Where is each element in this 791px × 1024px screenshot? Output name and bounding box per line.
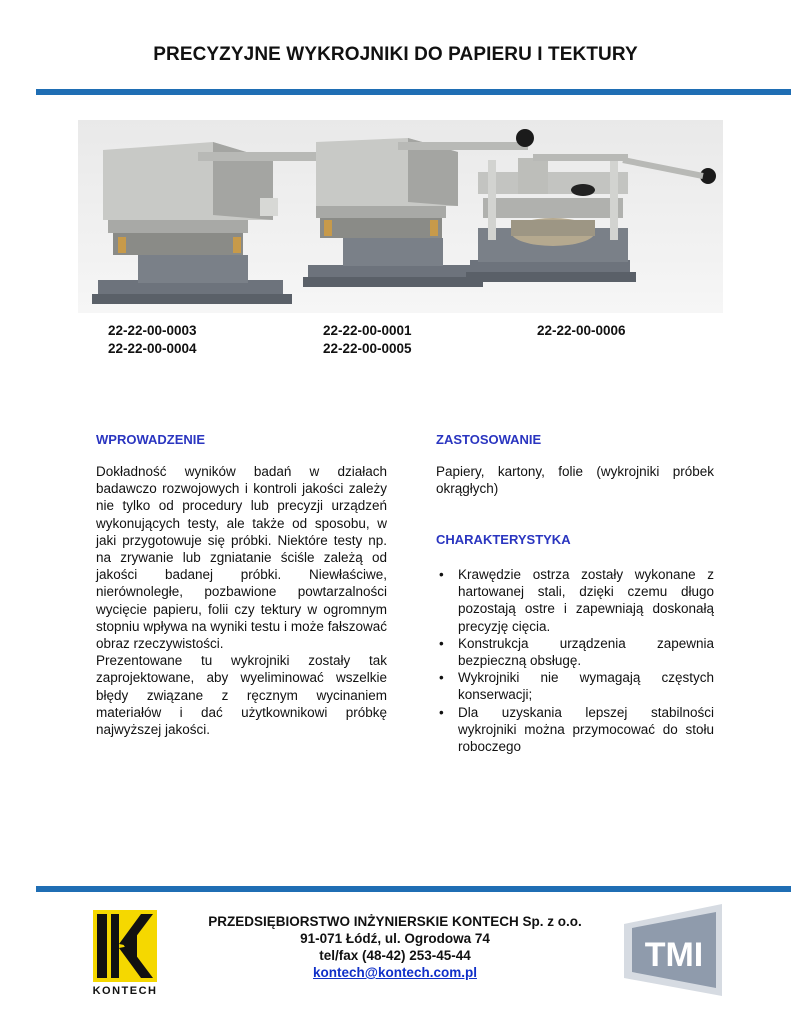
- features-heading: CHARAKTERYSTYKA: [436, 532, 571, 547]
- product-codes-column-2: [323, 322, 412, 358]
- features-list: [436, 566, 714, 755]
- top-divider: [36, 89, 791, 95]
- application-text: Papiery, kartony, folie (wykrojniki próbek okrągłych): [436, 464, 714, 497]
- intro-paragraph-2: Prezentowane tu wykrojniki zostały tak zaprojektowane, aby wyeliminować wszelkie błędy związane z ręcznym wycinaniem materiałów i dać użytkownikowi próbkę najwyższej jakości.: [96, 653, 387, 738]
- company-phone: tel/fax (48-42) 253-45-44: [319, 948, 471, 963]
- tmi-logo-text: TMI: [644, 936, 704, 974]
- product-codes-column-1: [108, 322, 197, 358]
- product-code: 22-22-00-0004: [108, 341, 197, 356]
- product-code: 22-22-00-0006: [537, 323, 626, 338]
- email-link[interactable]: kontech@kontech.com.pl: [313, 965, 477, 980]
- product-codes-column-3: [537, 322, 626, 340]
- company-address: 91-071 Łódź, ul. Ogrodowa 74: [300, 931, 490, 946]
- product-code: 22-22-00-0001: [323, 323, 412, 338]
- document-title: PRECYZYJNE WYKROJNIKI DO PAPIERU I TEKTURY: [153, 44, 638, 65]
- cutter-illustration-3: [466, 154, 716, 282]
- intro-heading: WPROWADZENIE: [96, 432, 206, 447]
- kontech-logo: [93, 910, 157, 996]
- tmi-logo: [622, 904, 722, 996]
- application-heading: ZASTOSOWANIE: [436, 432, 542, 447]
- company-contact: [160, 913, 630, 981]
- list-item: • Konstrukcja urządzenia zapewnia bezpieczną obsługę.: [436, 635, 714, 669]
- product-code: 22-22-00-0005: [323, 341, 412, 356]
- kontech-logo-text: KONTECH: [93, 985, 157, 996]
- product-code: 22-22-00-0003: [108, 323, 197, 338]
- product-photo: [78, 120, 723, 313]
- list-item: • Wykrojniki nie wymagają częstych konserwacji;: [436, 669, 714, 703]
- bottom-divider: [36, 886, 791, 892]
- company-name: PRZEDSIĘBIORSTWO INŻYNIERSKIE KONTECH Sp. z o.o.: [208, 914, 582, 929]
- list-item: • Krawędzie ostrza zostały wykonane z hartowanej stali, dzięki czemu długo pozostają ostre i zapewniają doskonałą precyzję cięcia.: [436, 566, 714, 635]
- intro-paragraph-1: Dokładność wyników badań w działach badawczo rozwojowych i kontroli jakości zależy nie tylko od procedury lub precyzji urządzeń wykonujących testy, ale także od sposobu, w jaki przygotowuje się próbki. Niektóre testy np. na zrywanie lub zgniatanie ściśle zależą od jakości badanej próbki. Niewłaściwe, nierównoległe, pozbawione powtarzalności wycięcie papieru, folii czy tektury w ogromnym stopniu wpływa na wyniki testu i może fałszować obraz rzeczywistości.: [96, 464, 387, 652]
- intro-text: [96, 463, 387, 738]
- list-item: • Dla uzyskania lepszej stabilności wykrojniki można przymocować do stołu roboczego: [436, 704, 714, 756]
